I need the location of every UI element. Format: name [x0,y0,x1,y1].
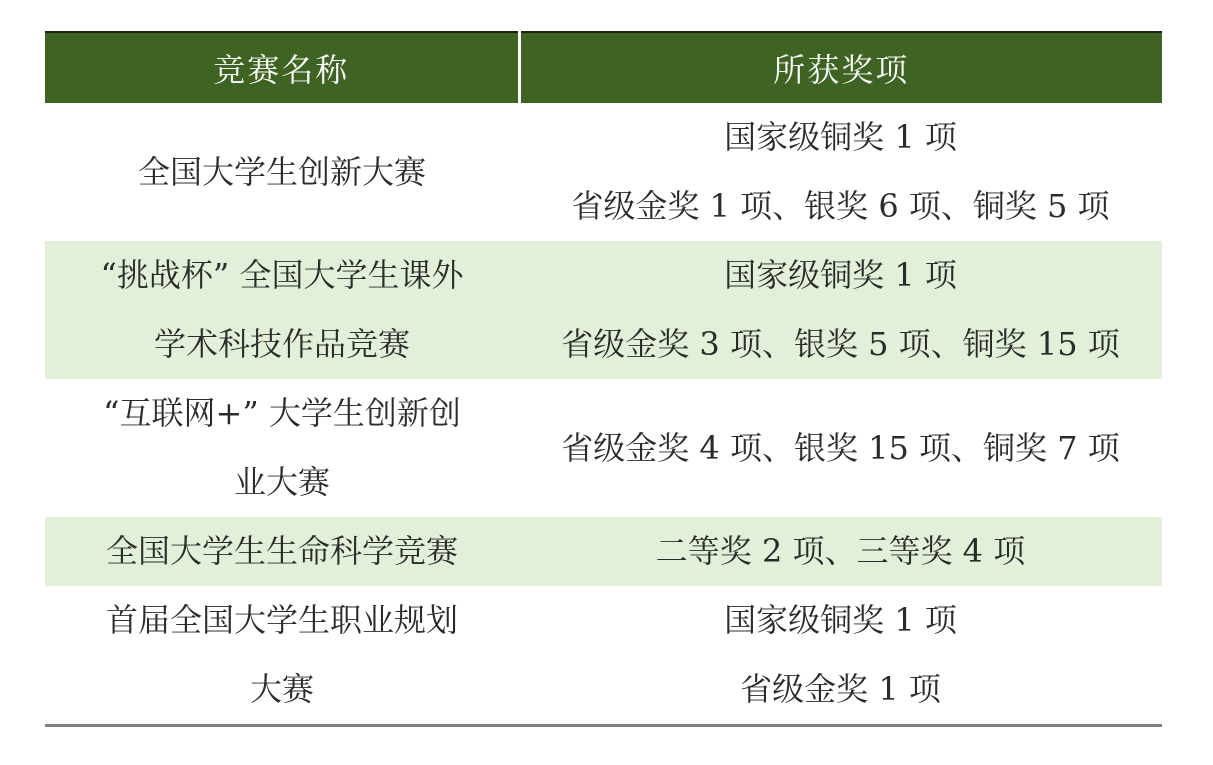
table-body [45,103,1162,726]
competition-name-cell [45,517,519,586]
competition-name-cell [45,379,519,517]
competition-name-line: “挑战杯” 全国大学生课外 [100,256,464,294]
competition-name-line: 全国大学生生命科学竞赛 [105,532,458,570]
award-line: 省级金奖 4 项、银奖 15 项、铜奖 7 项 [561,428,1120,467]
table-row [45,379,1162,517]
award-line: 省级金奖 1 项、银奖 6 项、铜奖 5 项 [571,187,1110,225]
award-line: 省级金奖 3 项、银奖 5 项、铜奖 15 项 [561,325,1120,363]
awards-cell [519,103,1162,241]
competition-name-line: 大赛 [249,670,314,708]
competition-name-cell [45,586,519,726]
table-row [45,103,1162,241]
competition-name-line: 学术科技作品竞赛 [153,325,410,363]
table-row [45,586,1162,726]
award-line: 国家级铜奖 1 项 [724,118,957,156]
awards-cell [519,379,1162,517]
award-line: 国家级铜奖 1 项 [724,256,957,294]
awards-cell [519,586,1162,726]
competition-name-line: 全国大学生创新大赛 [137,152,426,191]
awards-cell [519,517,1162,586]
table-row [45,517,1162,586]
award-line: 省级金奖 1 项 [740,670,941,708]
competition-name-cell [45,241,519,379]
competition-name-line: 业大赛 [233,463,330,501]
award-line: 二等奖 2 项、三等奖 4 项 [655,532,1026,570]
table-row [45,241,1162,379]
header-awards: 所获奖项 [519,32,1162,103]
award-line: 国家级铜奖 1 项 [724,601,957,639]
competition-name-line: 首届全国大学生职业规划 [105,601,458,639]
awards-table [45,31,1162,727]
competition-name-cell [45,103,519,241]
competition-name-line: “互联网+” 大学生创新创 [103,394,461,432]
header-competition-name: 竞赛名称 [45,32,519,103]
header-row [45,32,1162,103]
awards-cell [519,241,1162,379]
